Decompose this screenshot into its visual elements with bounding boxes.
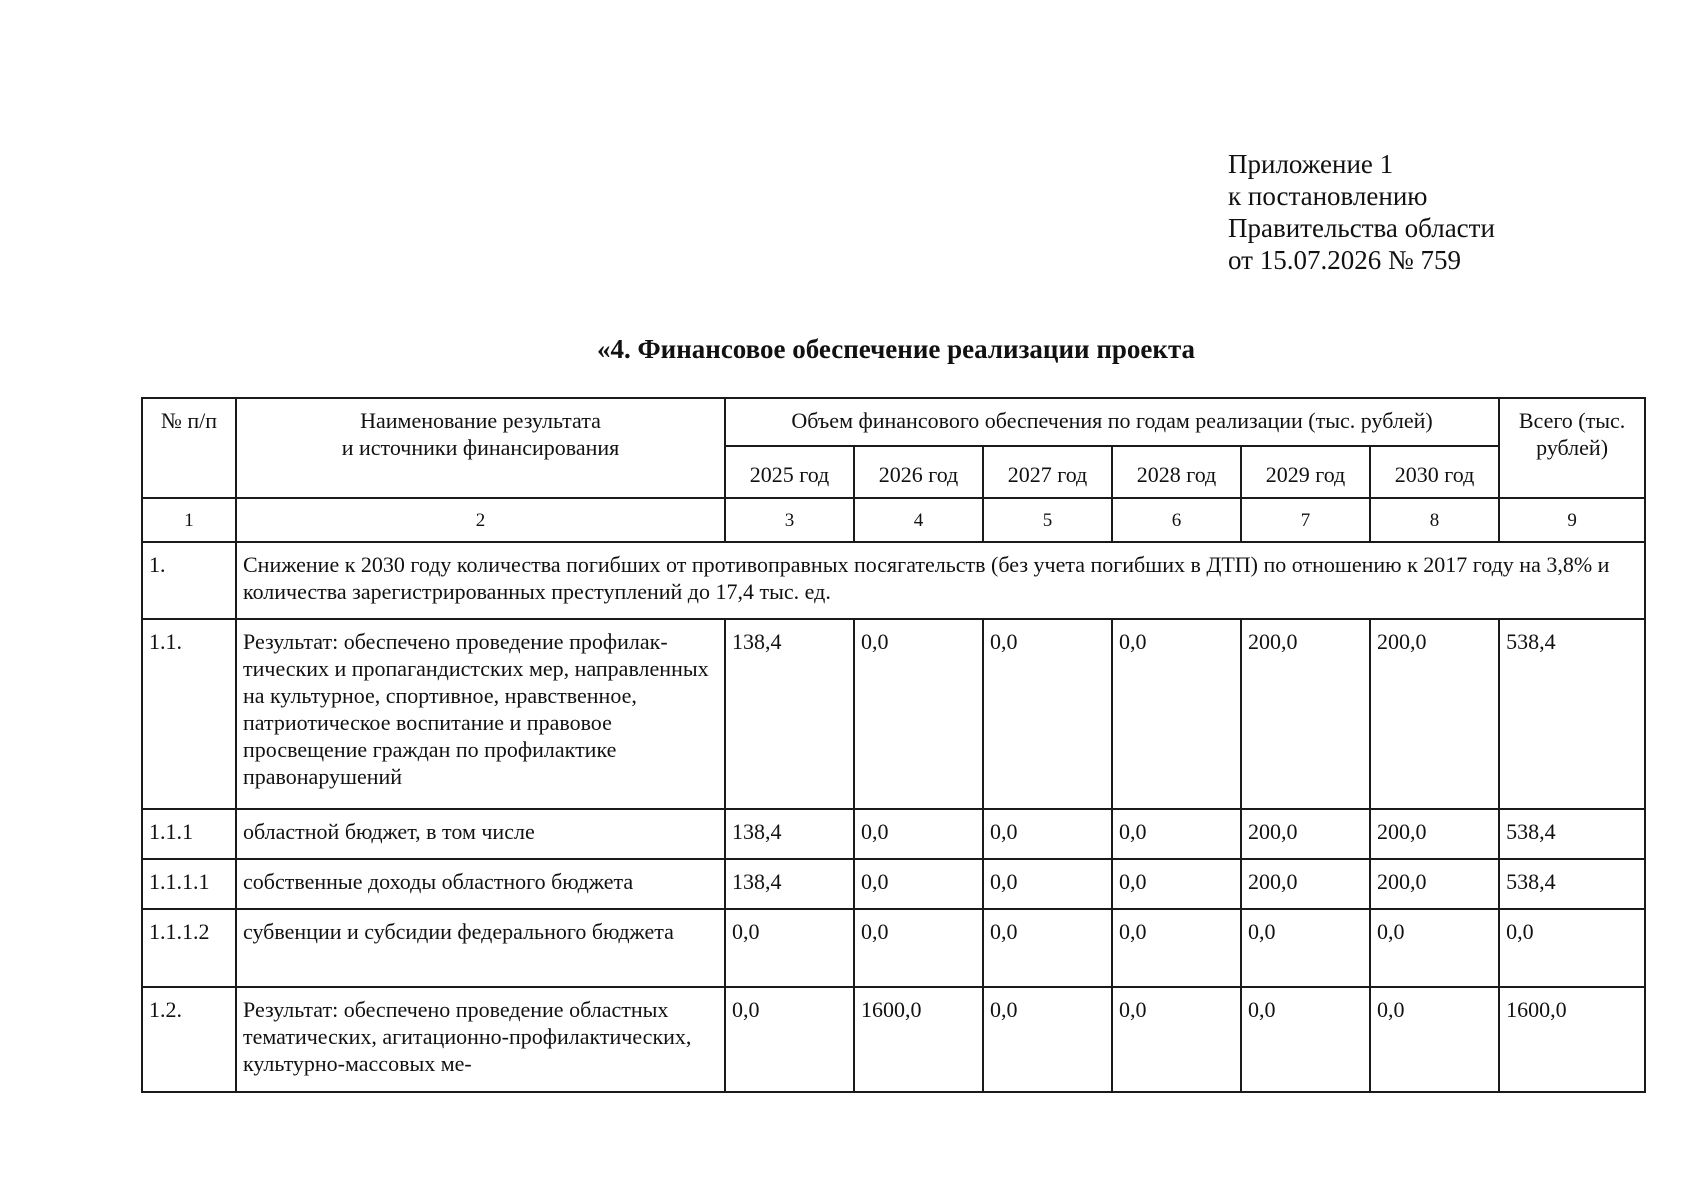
table-row: [142, 987, 1645, 1092]
col-number: 1: [142, 498, 236, 542]
row-value-2030: 0,0: [1370, 909, 1499, 987]
table-row: [142, 909, 1645, 987]
col-number: 7: [1241, 498, 1370, 542]
col-number: 6: [1112, 498, 1241, 542]
row-name: Результат: обеспечено проведение профилактических и пропагандистских мер, направленных на культурное, спортивное, нравственное, патриотическое воспитание и правовое просвещение граждан по профилактике правонарушений: [236, 619, 725, 809]
row-value-2029: 0,0: [1241, 987, 1370, 1092]
row-value-2026: 1600,0: [854, 987, 983, 1092]
appendix-line-1: Приложение 1: [1228, 149, 1394, 179]
row-value-2028: 0,0: [1112, 909, 1241, 987]
header-name: [236, 398, 725, 498]
col-number: 9: [1499, 498, 1645, 542]
row-value-2026: 0,0: [854, 859, 983, 909]
row-code: 1.2.: [142, 987, 236, 1092]
row-value-2027: 0,0: [983, 859, 1112, 909]
row-value-2025: 0,0: [725, 909, 854, 987]
col-number: 8: [1370, 498, 1499, 542]
row-code: 1.1.: [142, 619, 236, 809]
row-value-2027: 0,0: [983, 809, 1112, 859]
col-number: 2: [236, 498, 725, 542]
header-total: Всего (тыс. рублей): [1499, 398, 1645, 498]
row-value-2029: 200,0: [1241, 859, 1370, 909]
appendix-line-2: к постановлению: [1228, 181, 1428, 211]
appendix-line-3: Правительства области: [1228, 213, 1495, 243]
table-row: [142, 619, 1645, 809]
row-value-2028: 0,0: [1112, 809, 1241, 859]
row-value-2025: 138,4: [725, 619, 854, 809]
header-year-2030: 2030 год: [1370, 446, 1499, 498]
row-value-2029: 0,0: [1241, 909, 1370, 987]
row-value-2030: 0,0: [1370, 987, 1499, 1092]
row-value-2026: 0,0: [854, 809, 983, 859]
row-value-2026: 0,0: [854, 909, 983, 987]
document-title: «4. Финансовое обеспечение реализации проекта: [596, 334, 1196, 364]
table-row-goal: [142, 542, 1645, 619]
row-value-total: 0,0: [1499, 909, 1645, 987]
row-name: собственные доходы областного бюджета: [236, 859, 725, 909]
table-row: [142, 859, 1645, 909]
table-row: [142, 809, 1645, 859]
header-name-line-2: и источники финансирования: [341, 435, 620, 460]
row-value-total: 538,4: [1499, 859, 1645, 909]
appendix-block: [1228, 148, 1495, 276]
row-value-2029: 200,0: [1241, 809, 1370, 859]
header-year-2028: 2028 год: [1112, 446, 1241, 498]
header-year-2026: 2026 год: [854, 446, 983, 498]
row-value-2028: 0,0: [1112, 987, 1241, 1092]
row-code: 1.1.1: [142, 809, 236, 859]
row-value-2025: 138,4: [725, 809, 854, 859]
header-year-2027: 2027 год: [983, 446, 1112, 498]
row-code: 1.1.1.1: [142, 859, 236, 909]
row-value-2028: 0,0: [1112, 859, 1241, 909]
row-value-total: 538,4: [1499, 809, 1645, 859]
row-value-2030: 200,0: [1370, 859, 1499, 909]
header-year-2025: 2025 год: [725, 446, 854, 498]
header-num: [142, 398, 236, 498]
row-name: областной бюджет, в том числе: [236, 809, 725, 859]
col-number: 5: [983, 498, 1112, 542]
row-name: субвенции и субсидии федерального бюджета: [236, 909, 725, 987]
goal-text: Снижение к 2030 году количества погибших от противоправных посягательств (без учета погибших в ДТП) по отношению к 2017 году на 3,8% и количества зарегистрированных преступлений до 17,4 тыс. ед.: [236, 542, 1645, 619]
header-num-label: № п/п: [160, 408, 218, 433]
header-year-2029: 2029 год: [1241, 446, 1370, 498]
row-value-2030: 200,0: [1370, 809, 1499, 859]
row-value-2030: 200,0: [1370, 619, 1499, 809]
row-value-2027: 0,0: [983, 619, 1112, 809]
row-code: 1.1.1.2: [142, 909, 236, 987]
row-name: Результат: обеспечено проведение областных тематических, агитационно-профилактических, культурно-массовых ме-: [236, 987, 725, 1092]
row-value-2028: 0,0: [1112, 619, 1241, 809]
col-number: 3: [725, 498, 854, 542]
row-value-2025: 138,4: [725, 859, 854, 909]
row-value-2026: 0,0: [854, 619, 983, 809]
row-code: 1.: [142, 542, 236, 619]
appendix-line-4: от 15.07.2026 № 759: [1228, 245, 1461, 275]
header-volume: Объем финансового обеспечения по годам реализации (тыс. рублей): [725, 398, 1499, 446]
row-value-2025: 0,0: [725, 987, 854, 1092]
row-value-total: 1600,0: [1499, 987, 1645, 1092]
row-value-2029: 200,0: [1241, 619, 1370, 809]
financing-table: [141, 397, 1646, 1093]
col-number: 4: [854, 498, 983, 542]
row-value-2027: 0,0: [983, 987, 1112, 1092]
row-value-2027: 0,0: [983, 909, 1112, 987]
row-value-total: 538,4: [1499, 619, 1645, 809]
header-name-line-1: Наименование результата: [360, 408, 601, 433]
